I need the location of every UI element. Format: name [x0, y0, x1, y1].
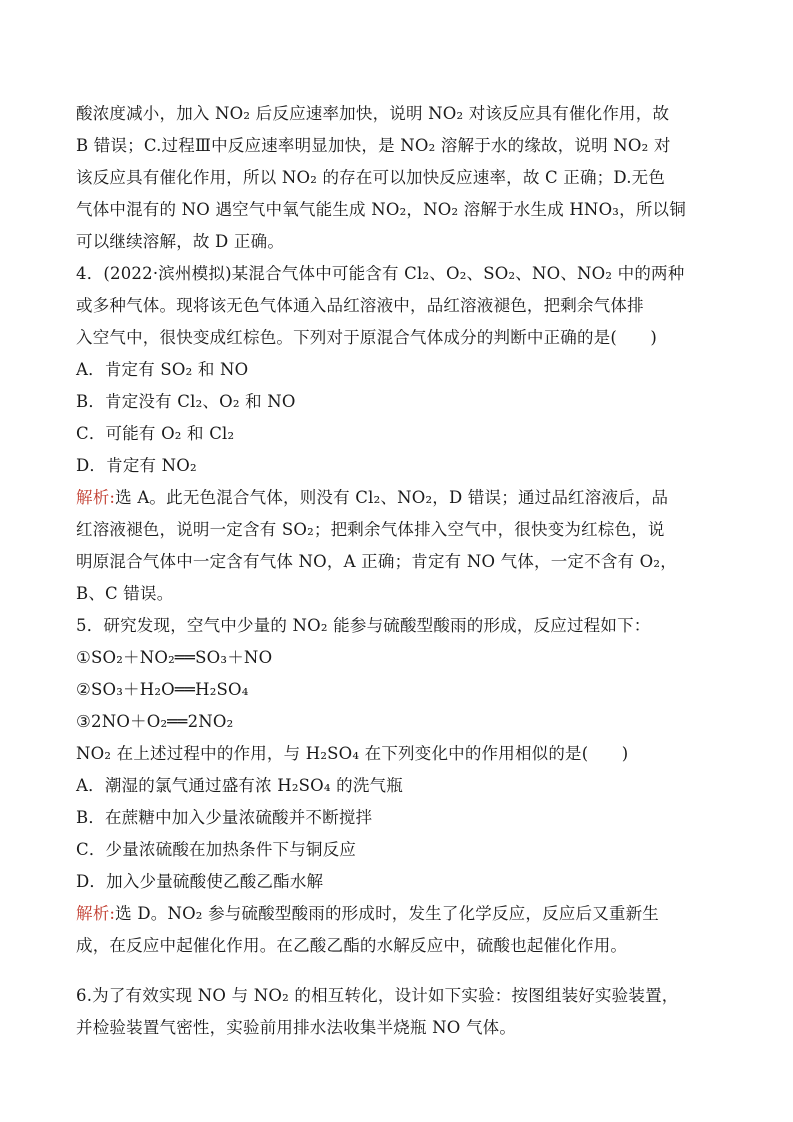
text-line: 酸浓度减小，加入 NO₂ 后反应速率加快，说明 NO₂ 对该反应具有催化作用，故 [76, 104, 670, 123]
option-c: C．少量浓硫酸在加热条件下与铜反应 [76, 840, 357, 859]
question-5-prompt: NO₂ 在上述过程中的作用，与 H₂SO₄ 在下列变化中的作用相似的是( ) [76, 744, 629, 763]
question-5-stem: 5．研究发现，空气中少量的 NO₂ 能参与硫酸型酸雨的形成，反应过程如下： [76, 616, 651, 635]
equation-3: ③2NO＋O₂══2NO₂ [76, 712, 234, 731]
text-line: 可以继续溶解，故 D 正确。 [76, 232, 285, 251]
analysis-label: 解析: [76, 488, 116, 507]
option-a: A．潮湿的氯气通过盛有浓 H₂SO₄ 的洗气瓶 [76, 776, 403, 795]
question-4-stem: 入空气中，很快变成红棕色。下列对于原混合气体成分的判断中正确的是( ) [76, 328, 658, 347]
text-line: B 错误；C.过程Ⅲ中反应速率明显加快，是 NO₂ 溶解于水的缘故，说明 NO₂ 对 [76, 136, 671, 155]
analysis-line: 红溶液褪色，说明一定含有 SO₂；把剩余气体排入空气中，很快变为红棕色，说 [76, 520, 665, 539]
question-4-stem: 4．(2022·滨州模拟)某混合气体中可能含有 Cl₂、O₂、SO₂、NO、NO₂ 中的两种 [76, 264, 685, 283]
document-page [76, 98, 721, 1044]
option-d: D．肯定有 NO₂ [76, 456, 197, 475]
question-4-stem: 或多种气体。现将该无色气体通入品红溶液中，品红溶液褪色，把剩余气体排 [76, 296, 644, 315]
analysis-line [76, 482, 721, 514]
analysis-line: 明原混合气体中一定含有气体 NO，A 正确；肯定有 NO 气体，一定不含有 O₂， [76, 552, 677, 571]
analysis-line: B、C 错误。 [76, 584, 174, 603]
option-c: C．可能有 O₂ 和 Cl₂ [76, 424, 235, 443]
paragraph-gap [76, 962, 721, 980]
text-line: 该反应具有催化作用，所以 NO₂ 的存在可以加快反应速率，故 C 正确；D.无色 [76, 168, 666, 187]
analysis-text: 选 D。NO₂ 参与硫酸型酸雨的形成时，发生了化学反应，反应后又重新生 [115, 904, 659, 923]
analysis-label: 解析: [76, 904, 116, 923]
analysis-line [76, 898, 721, 930]
text-line: 气体中混有的 NO 遇空气中氧气能生成 NO₂，NO₂ 溶解于水生成 HNO₃，所以铜 [76, 200, 686, 219]
question-6-stem: 6.为了有效实现 NO 与 NO₂ 的相互转化，设计如下实验：按图组装好实验装置， [76, 986, 679, 1005]
equation-2: ②SO₃＋H₂O══H₂SO₄ [76, 680, 249, 699]
option-b: B．肯定没有 Cl₂、O₂ 和 NO [76, 392, 296, 411]
option-a: A．肯定有 SO₂ 和 NO [76, 360, 249, 379]
analysis-line: 成，在反应中起催化作用。在乙酸乙酯的水解反应中，硫酸也起催化作用。 [76, 936, 628, 955]
analysis-text: 选 A。此无色混合气体，则没有 Cl₂、NO₂，D 错误；通过品红溶液后，品 [115, 488, 669, 507]
option-b: B．在蔗糖中加入少量浓硫酸并不断搅拌 [76, 808, 373, 827]
question-6-stem: 并检验装置气密性，实验前用排水法收集半烧瓶 NO 气体。 [76, 1018, 517, 1037]
option-d: D．加入少量硫酸使乙酸乙酯水解 [76, 872, 324, 891]
equation-1: ①SO₂＋NO₂══SO₃＋NO [76, 648, 273, 667]
